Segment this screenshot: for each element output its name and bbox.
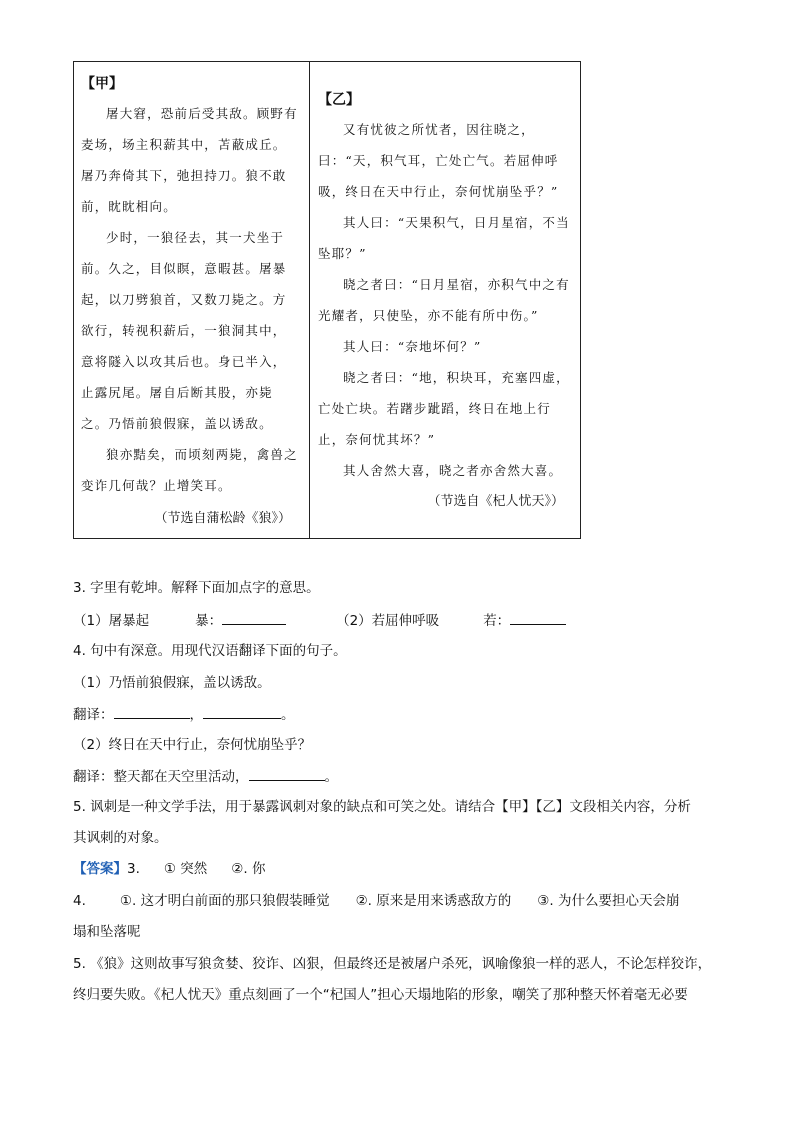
- answer-4-2: ②. 原来是用来诱惑敌方的: [355, 893, 512, 909]
- q3-item2-word: 若：: [483, 613, 511, 629]
- answer-5-line1: 5. 《狼》这则故事写狼贪婪、狡诈、凶狠，但最终还是被屠户杀死，讽喻像狼一样的恶人，不论怎样狡诈，: [73, 956, 712, 972]
- q4-translate-label: 翻译：: [73, 707, 114, 723]
- q4-translate-2: [73, 766, 733, 787]
- q3-blank-1[interactable]: [222, 610, 286, 625]
- passage-table: [73, 61, 581, 539]
- q4-translate-1: [73, 704, 733, 725]
- answer-3-2: ②. 你: [231, 861, 266, 877]
- q4-item1: （1）乃悟前狼假寐，盖以诱敌。: [73, 675, 271, 691]
- q5-line2: 其讽刺的对象。: [73, 830, 168, 846]
- q4-blank-2[interactable]: [203, 704, 281, 719]
- passage-yi-paragraph: 晓之者曰：“日月星宿，亦积气中之有光耀者，只使坠，亦不能有所中伤。”: [318, 277, 570, 323]
- q3-stem: 3. 字里有乾坤。解释下面加点字的意思。: [73, 580, 320, 596]
- passage-jia-paragraph: 狼亦黠矣，而顷刻两毙，禽兽之变诈几何哉？止增笑耳。: [81, 447, 298, 493]
- passage-yi-label: 【乙】: [318, 92, 360, 108]
- q4-period: 。: [281, 707, 295, 723]
- q4-stem: 4. 句中有深意。用现代汉语翻译下面的句子。: [73, 643, 347, 659]
- q3-item1-word: 暴：: [195, 613, 223, 629]
- q3-item2: （2）若屈伸呼吸: [336, 613, 440, 629]
- answer-3: [73, 859, 733, 879]
- q5-line1: 5. 讽刺是一种文学手法，用于暴露讽刺对象的缺点和可笑之处。请结合【甲】【乙】文段相关内容，分析: [73, 799, 691, 815]
- q4-item2: （2）终日在天中行止，奈何忧崩坠乎？: [73, 737, 312, 753]
- answer-4-num: 4.: [73, 893, 86, 909]
- answer-3-num: 3.: [127, 861, 140, 877]
- answer-5-line2: 终归要失败。《杞人忧天》重点刻画了一个“杞国人”担心天塌地陷的形象，嘲笑了那种整天怀着毫无必要: [73, 987, 688, 1003]
- passage-jia-paragraph: 少时，一狼径去，其一犬坐于前。久之，目似瞑，意暇甚。屠暴起，以刀劈狼首，又数刀毙之。方欲行，转视积薪后，一狼洞其中，意将隧入以攻其后也。身已半入，止露尻尾。屠自后断其股，亦毙之。乃悟前狼假寐，盖以诱敌。: [81, 230, 287, 431]
- passage-yi-paragraph: 其人舍然大喜，晓之者亦舍然大喜。: [343, 463, 563, 478]
- passage-jia-label: 【甲】: [81, 76, 123, 92]
- passage-jia: [74, 62, 310, 538]
- passage-yi-source: （节选自《杞人忧天》）: [427, 494, 564, 509]
- q3-items: [73, 610, 733, 631]
- passage-yi-paragraph: 其人曰：“天果积气，日月星宿，不当坠耶？”: [318, 215, 570, 261]
- answer-3-1: ① 突然: [163, 861, 208, 877]
- passage-yi-paragraph: 其人曰：“奈地坏何？”: [343, 339, 482, 354]
- q4-comma: ，: [189, 707, 203, 723]
- q3-item1: （1）屠暴起: [73, 613, 150, 629]
- answer-4-3: ③. 为什么要担心天会崩: [537, 893, 680, 909]
- passage-yi-paragraph: 又有忧彼之所忧者，因往晓之，曰：“天，积气耳，亡处亡气。若屈伸呼吸，终日在天中行止，奈何忧崩坠乎？”: [318, 122, 559, 199]
- answer-4-cont: 塌和坠落呢: [73, 924, 141, 940]
- q3-blank-2[interactable]: [510, 610, 566, 625]
- answer-4: [73, 891, 733, 911]
- answer-4-1: ①. 这才明白前面的那只狼假装睡觉: [119, 893, 330, 909]
- passage-jia-source: （节选自蒲松龄《狼》）: [154, 511, 291, 526]
- passage-yi: [310, 62, 580, 538]
- answer-tag: 【答案】: [73, 861, 127, 877]
- q4-item2-prefix: 翻译：整天都在天空里活动，: [73, 769, 249, 785]
- q4-blank-1[interactable]: [114, 704, 190, 719]
- passage-jia-paragraph: 屠大窘，恐前后受其敌。顾野有麦场，场主积薪其中，苫蔽成丘。屠乃奔倚其下，弛担持刀。狼不敢前，眈眈相向。: [81, 106, 298, 214]
- passage-yi-paragraph: 晓之者曰：“地，积块耳，充塞四虚，亡处亡块。若躇步跐蹈，终日在地上行止，奈何忧其坏？”: [318, 370, 570, 447]
- q4-blank-3[interactable]: [249, 766, 325, 781]
- q4-period: 。: [324, 769, 338, 785]
